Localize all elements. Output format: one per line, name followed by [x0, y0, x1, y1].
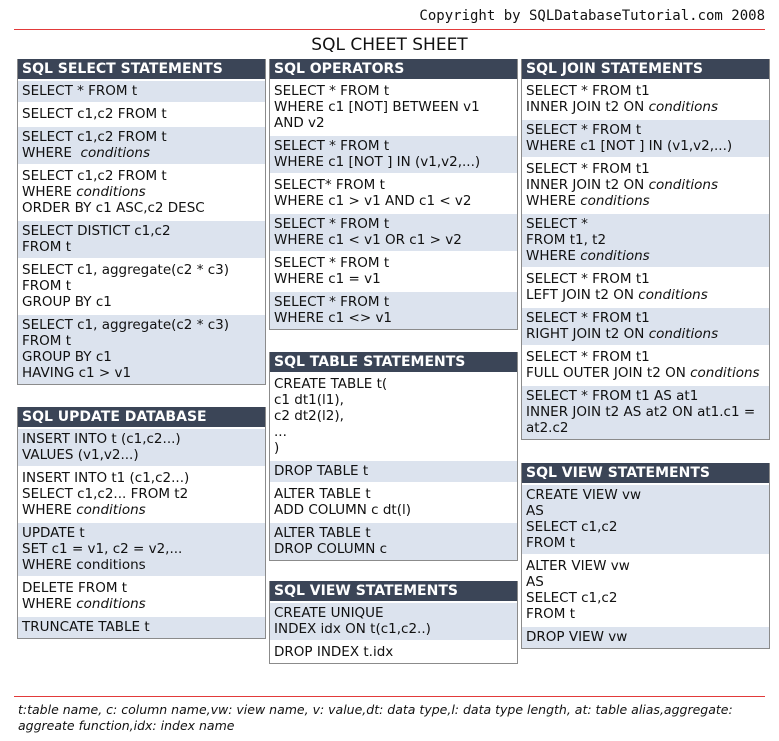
code-row: UPDATE t SET c1 = v1, c2 = v2,... WHERE conditions: [18, 521, 265, 576]
code-row: SELECT * FROM t1 INNER JOIN t2 ON conditions: [522, 79, 769, 118]
code-row: DROP INDEX t.idx: [270, 640, 517, 663]
box-header: SQL UPDATE DATABASE: [18, 407, 265, 427]
code-row: SELECT * FROM t WHERE c1 <> v1: [270, 290, 517, 329]
box-header: SQL VIEW STATEMENTS: [270, 581, 517, 601]
code-row: SELECT * FROM t1 LEFT JOIN t2 ON conditions: [522, 267, 769, 306]
select-statements-box: [17, 59, 266, 385]
code-row: ALTER TABLE t ADD COLUMN c dt(l): [270, 482, 517, 521]
update-database-box: [17, 407, 266, 639]
bottom-rule: [14, 696, 765, 697]
code-row: SELECT * FROM t1 FULL OUTER JOIN t2 ON conditions: [522, 345, 769, 384]
box-header: SQL OPERATORS: [270, 59, 517, 79]
table-statements-box: [269, 352, 518, 561]
code-row: DROP VIEW vw: [522, 625, 769, 648]
code-row: SELECT * FROM t1, t2 WHERE conditions: [522, 212, 769, 267]
code-row: SELECT * FROM t WHERE c1 [NOT] BETWEEN v1 AND v2: [270, 79, 517, 134]
code-row: SELECT c1, aggregate(c2 * c3) FROM t GROUP BY c1: [18, 258, 265, 313]
code-row: DELETE FROM t WHERE conditions: [18, 576, 265, 615]
code-row: SELECT * FROM t1 RIGHT JOIN t2 ON conditions: [522, 306, 769, 345]
code-row: ALTER VIEW vw AS SELECT c1,c2 FROM t: [522, 554, 769, 625]
code-row: SELECT c1,c2 FROM t WHERE conditions ORDER BY c1 ASC,c2 DESC: [18, 164, 265, 219]
code-row: ALTER TABLE t DROP COLUMN c: [270, 521, 517, 560]
box-header: SQL TABLE STATEMENTS: [270, 352, 517, 372]
code-row: SELECT * FROM t: [18, 79, 265, 102]
code-row: SELECT * FROM t1 INNER JOIN t2 ON conditions WHERE conditions: [522, 157, 769, 212]
code-row: INSERT INTO t (c1,c2...) VALUES (v1,v2...): [18, 427, 265, 466]
code-row: SELECT * FROM t1 AS at1 INNER JOIN t2 AS at2 ON at1.c1 = at2.c2: [522, 384, 769, 439]
code-row: TRUNCATE TABLE t: [18, 615, 265, 638]
box-header: SQL JOIN STATEMENTS: [522, 59, 769, 79]
code-row: CREATE VIEW vw AS SELECT c1,c2 FROM t: [522, 483, 769, 554]
index-statements-box: [269, 581, 518, 664]
legend-text: t:table name, c: column name,vw: view name, v: value,dt: data type,l: data type length, at: table alias,aggregate: aggreate function,idx: index name: [18, 702, 733, 733]
code-row: DROP TABLE t: [270, 459, 517, 482]
code-row: CREATE TABLE t( c1 dt1(l1), c2 dt2(l2), ... ): [270, 372, 517, 459]
top-rule: [14, 29, 765, 30]
code-row: SELECT * FROM t WHERE c1 = v1: [270, 251, 517, 290]
code-row: SELECT * FROM t WHERE c1 [NOT ] IN (v1,v2,...): [270, 134, 517, 173]
operators-box: [269, 59, 518, 330]
join-statements-box: [521, 59, 770, 440]
box-header: SQL VIEW STATEMENTS: [522, 463, 769, 483]
code-row: SELECT c1, aggregate(c2 * c3) FROM t GROUP BY c1 HAVING c1 > v1: [18, 313, 265, 384]
code-row: SELECT DISTICT c1,c2 FROM t: [18, 219, 265, 258]
box-header: SQL SELECT STATEMENTS: [18, 59, 265, 79]
view-statements-box: [521, 463, 770, 649]
code-row: SELECT * FROM t WHERE c1 [NOT ] IN (v1,v2,...): [522, 118, 769, 157]
code-row: CREATE UNIQUE INDEX idx ON t(c1,c2..): [270, 601, 517, 640]
code-row: SELECT* FROM t WHERE c1 > v1 AND c1 < v2: [270, 173, 517, 212]
code-row: INSERT INTO t1 (c1,c2...) SELECT c1,c2... FROM t2 WHERE conditions: [18, 466, 265, 521]
code-row: SELECT * FROM t WHERE c1 < v1 OR c1 > v2: [270, 212, 517, 251]
code-row: SELECT c1,c2 FROM t: [18, 102, 265, 125]
page-title: SQL CHEET SHEET: [311, 35, 468, 55]
copyright-text: Copyright by SQLDatabaseTutorial.com 2008: [419, 8, 765, 24]
code-row: SELECT c1,c2 FROM t WHERE conditions: [18, 125, 265, 164]
